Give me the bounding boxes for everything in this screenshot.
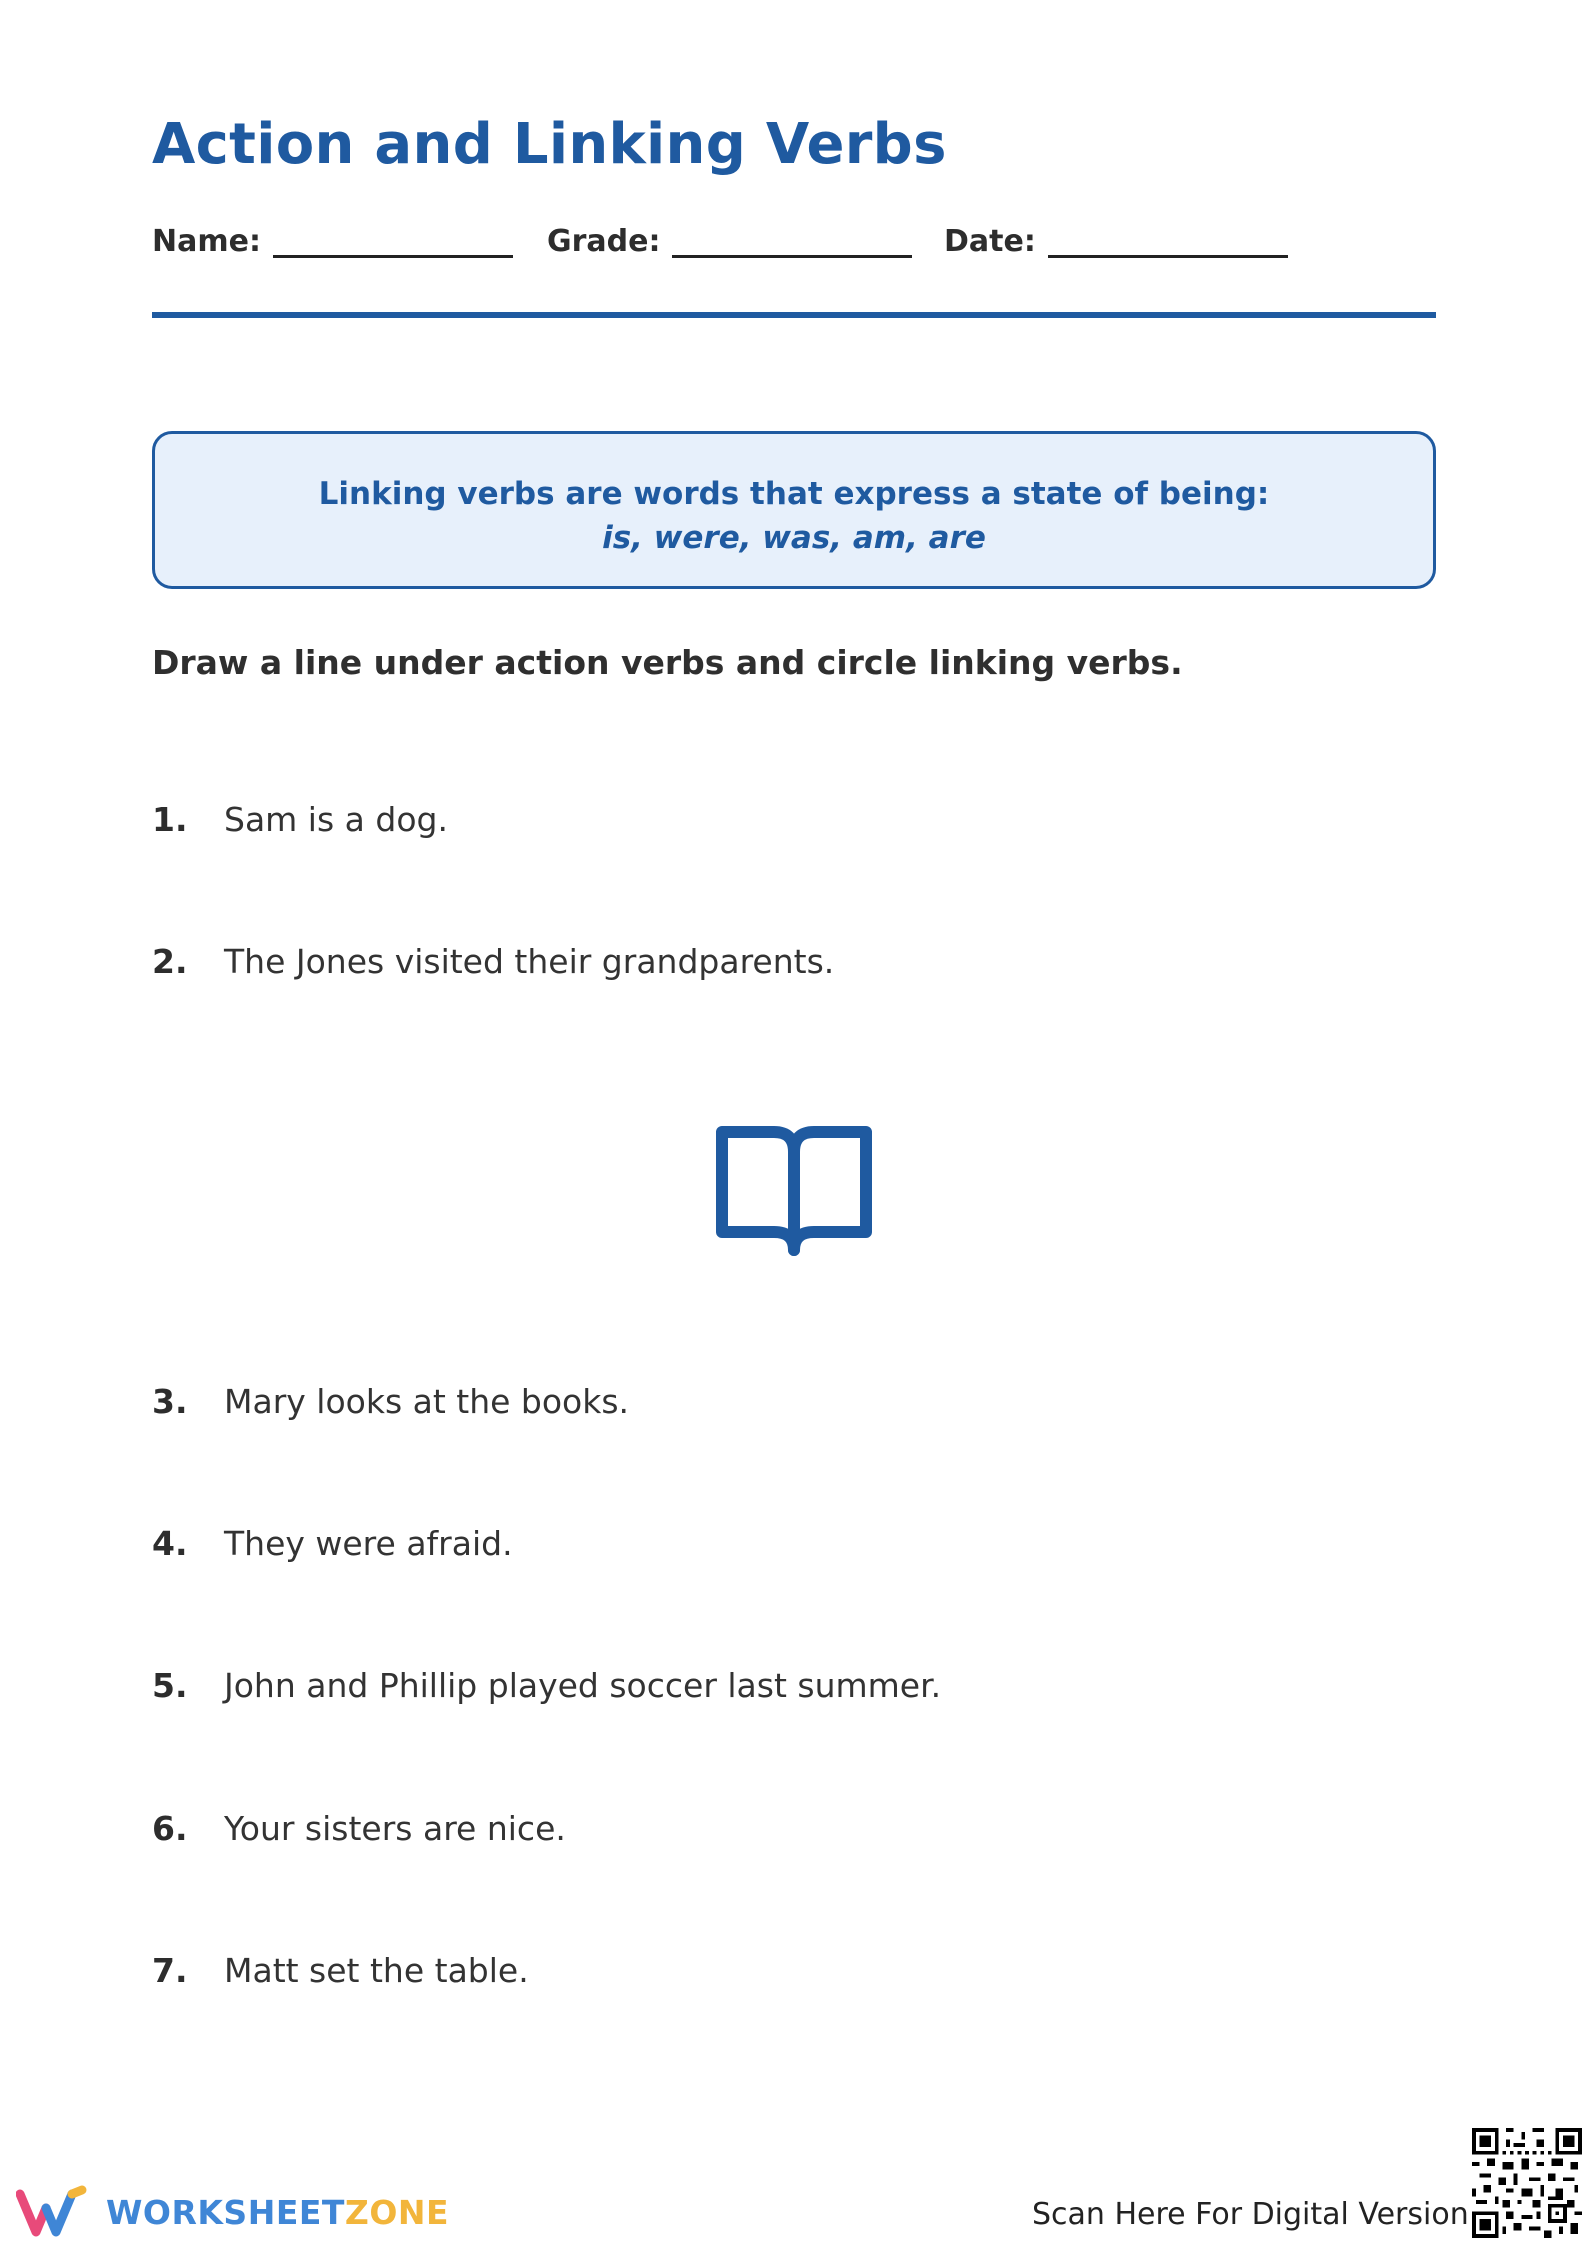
question-item <box>152 797 448 841</box>
date-blank-line[interactable] <box>1048 222 1288 258</box>
name-blank-line[interactable] <box>273 222 513 258</box>
info-examples: is, were, was, am, are <box>602 520 986 556</box>
question-sentence[interactable]: The Jones visited their grandparents. <box>224 941 835 981</box>
question-sentence[interactable]: Sam is a dog. <box>224 799 448 839</box>
scan-caption: Scan Here For Digital Version <box>1032 2197 1469 2232</box>
question-number: 1. <box>152 799 188 839</box>
question-sentence[interactable]: Matt set the table. <box>224 1950 529 1990</box>
question-item <box>152 1948 529 1992</box>
question-item <box>152 1663 941 1707</box>
worksheetzone-logo[interactable] <box>16 2184 449 2240</box>
question-item <box>152 1806 566 1850</box>
grade-blank-line[interactable] <box>672 222 912 258</box>
name-label: Name: <box>152 224 261 259</box>
question-number: 3. <box>152 1381 188 1421</box>
page-title: Action and Linking Verbs <box>152 112 947 177</box>
question-sentence[interactable]: They were afraid. <box>224 1523 513 1563</box>
info-box <box>152 431 1436 589</box>
logo-wordmark <box>106 2193 449 2232</box>
question-sentence[interactable]: Mary looks at the books. <box>224 1381 630 1421</box>
question-item <box>152 1379 629 1423</box>
grade-label: Grade: <box>547 224 661 259</box>
question-number: 7. <box>152 1950 188 1990</box>
question-number: 6. <box>152 1808 188 1848</box>
question-number: 4. <box>152 1523 188 1563</box>
qr-code-icon[interactable] <box>1472 2128 1582 2238</box>
worksheetzone-logo-icon <box>16 2184 96 2240</box>
info-definition: Linking verbs are words that express a state of being: <box>318 476 1270 512</box>
date-field <box>944 222 1288 262</box>
open-book-icon <box>716 1124 872 1264</box>
question-number: 5. <box>152 1665 188 1705</box>
grade-field <box>547 222 912 262</box>
question-item <box>152 1521 513 1565</box>
logo-text-zone: ZONE <box>344 2192 450 2232</box>
question-item <box>152 939 834 983</box>
date-label: Date: <box>944 224 1036 259</box>
question-number: 2. <box>152 941 188 981</box>
header-divider <box>152 312 1436 318</box>
instructions: Draw a line under action verbs and circle linking verbs. <box>152 643 1183 682</box>
logo-text-worksheet: WORKSHEET <box>106 2192 345 2232</box>
question-sentence[interactable]: John and Phillip played soccer last summer. <box>224 1665 942 1705</box>
name-field <box>152 222 513 262</box>
student-info-fields <box>152 222 1452 264</box>
question-sentence[interactable]: Your sisters are nice. <box>224 1808 566 1848</box>
